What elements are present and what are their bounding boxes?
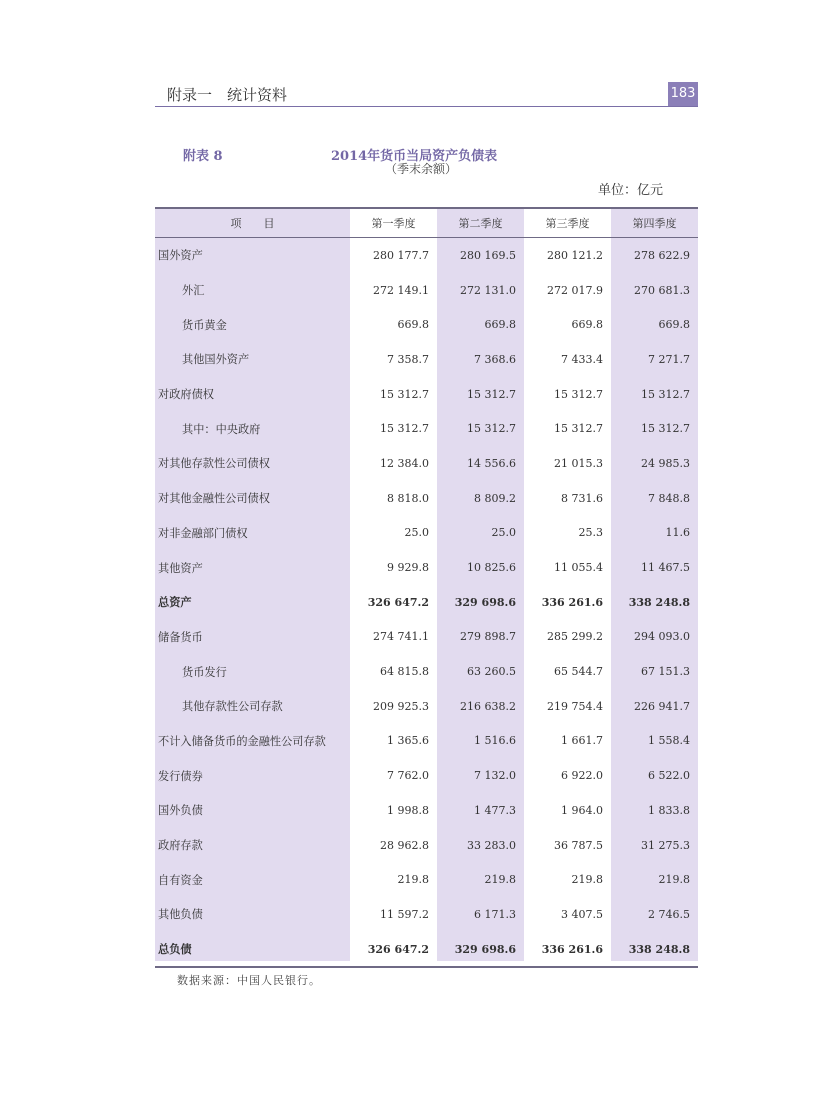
table-row [155,481,698,516]
table-header-row [155,208,698,238]
cell-q2: 216 638.2 [460,699,516,713]
row-label: 其他负债 [158,908,203,922]
cell-q4: 669.8 [658,318,690,332]
table-row [155,758,698,793]
cell-q3: 336 261.6 [541,595,603,609]
source-note: 数据来源：中国人民银行。 [177,974,321,987]
cell-q1: 25.0 [404,526,429,540]
cell-q1: 280 177.7 [373,248,429,262]
cell-q3: 280 121.2 [547,248,603,262]
row-label: 总负债 [155,932,350,968]
cell-q2: 272 131.0 [460,283,516,297]
cell-q3: 11 055.4 [554,561,603,575]
cell-q1: 326 647.2 [350,932,437,968]
table-row [155,307,698,342]
column-header-q4: 第四季度 [611,208,698,238]
cell-q2: 7 132.0 [474,769,516,783]
cell-q2: 14 556.6 [467,456,516,470]
cell-q1: 11 597.2 [380,907,429,921]
cell-q1: 326 647.2 [367,595,429,609]
row-label: 政府存款 [158,839,203,853]
row-label: 对非金融部门债权 [158,526,248,540]
column-header-q2: 第二季度 [437,208,524,238]
cell-q2: 1 516.6 [474,734,516,748]
cell-q2: 25.0 [491,526,516,540]
table-row [155,897,698,932]
cell-q1: 274 741.1 [373,630,429,644]
row-label: 国外资产 [158,249,203,263]
row-label: 发行债券 [158,769,203,783]
cell-q1: 7 762.0 [387,769,429,783]
cell-q4: 15 312.7 [641,387,690,401]
table-row [155,238,698,273]
table-row [155,654,698,689]
row-label: 国外负债 [158,804,203,818]
cell-q1: 64 815.8 [380,665,429,679]
table-row [155,932,698,968]
cell-q3: 336 261.6 [524,932,611,968]
row-label: 货币黄金 [182,318,227,332]
row-label: 其他国外资产 [182,353,250,367]
cell-q2: 279 898.7 [460,630,516,644]
table-row [155,377,698,412]
cell-q4: 11 467.5 [641,561,690,575]
cell-q3: 65 544.7 [554,665,603,679]
cell-q3: 15 312.7 [554,387,603,401]
cell-q1: 1 365.6 [387,734,429,748]
table-row [155,724,698,759]
cell-q3: 6 922.0 [561,769,603,783]
cell-q3: 669.8 [571,318,603,332]
row-label: 对其他金融性公司债权 [158,492,270,506]
cell-q2: 8 809.2 [474,491,516,505]
table-row [155,828,698,863]
cell-q3: 1 661.7 [561,734,603,748]
running-header: 附录一 统计资料 [167,86,288,104]
column-header-q3: 第三季度 [524,208,611,238]
cell-q1: 1 998.8 [387,803,429,817]
cell-q3: 15 312.7 [554,422,603,436]
cell-q2: 219.8 [484,873,516,887]
balance-sheet-table-container [155,207,698,961]
column-header-item: 项 目 [155,208,350,238]
cell-q3: 25.3 [578,526,603,540]
cell-q3: 285 299.2 [547,630,603,644]
cell-q2: 6 171.3 [474,907,516,921]
table-title: 2014年货币当局资产负债表 [331,149,498,164]
cell-q4: 31 275.3 [641,838,690,852]
row-label: 外汇 [182,284,205,298]
cell-q1: 28 962.8 [380,838,429,852]
row-label: 货币发行 [182,665,227,679]
table-row [155,793,698,828]
row-label: 储备货币 [158,630,203,644]
cell-q4: 67 151.3 [641,665,690,679]
table-row [155,550,698,585]
table-row [155,411,698,446]
cell-q4: 270 681.3 [634,283,690,297]
table-row [155,273,698,308]
cell-q4: 7 848.8 [648,491,690,505]
cell-q4: 11.6 [665,526,690,540]
cell-q2: 15 312.7 [467,387,516,401]
row-label: 总资产 [158,595,192,610]
cell-q2: 63 260.5 [467,665,516,679]
table-row [155,620,698,655]
cell-q4: 7 271.7 [648,352,690,366]
cell-q1: 15 312.7 [380,422,429,436]
cell-q1: 669.8 [397,318,429,332]
cell-q2: 669.8 [484,318,516,332]
cell-q4: 226 941.7 [634,699,690,713]
cell-q1: 219.8 [397,873,429,887]
cell-q2: 7 368.6 [474,352,516,366]
cell-q3: 21 015.3 [554,456,603,470]
cell-q4: 24 985.3 [641,456,690,470]
header-divider [155,106,698,107]
table-row [155,585,698,620]
cell-q4: 1 833.8 [648,803,690,817]
cell-q4: 278 622.9 [634,248,690,262]
table-row [155,342,698,377]
cell-q3: 219 754.4 [547,699,603,713]
cell-q4: 6 522.0 [648,769,690,783]
cell-q2: 1 477.3 [474,803,516,817]
table-row [155,862,698,897]
cell-q4: 1 558.4 [648,734,690,748]
balance-sheet-table [155,207,698,968]
table-row [155,516,698,551]
row-label: 其他存款性公司存款 [182,700,283,714]
cell-q1: 9 929.8 [387,561,429,575]
page-number: 183 [668,82,698,106]
cell-q2: 33 283.0 [467,838,516,852]
cell-q1: 15 312.7 [380,387,429,401]
row-label: 其他资产 [158,561,203,575]
row-label: 自有资金 [158,873,203,887]
cell-q4: 219.8 [658,873,690,887]
column-header-q1: 第一季度 [350,208,437,238]
row-label: 对政府债权 [158,388,214,402]
table-label: 附表 8 [183,149,223,164]
row-label: 其中：中央政府 [182,422,261,436]
cell-q2: 280 169.5 [460,248,516,262]
cell-q4: 15 312.7 [641,422,690,436]
cell-q4: 338 248.8 [611,932,698,968]
cell-q3: 36 787.5 [554,838,603,852]
unit-label: 单位：亿元 [598,183,664,198]
table-row [155,446,698,481]
cell-q3: 219.8 [571,873,603,887]
cell-q4: 294 093.0 [634,630,690,644]
cell-q3: 272 017.9 [547,283,603,297]
row-label: 对其他存款性公司债权 [158,457,270,471]
cell-q1: 209 925.3 [373,699,429,713]
cell-q2: 15 312.7 [467,422,516,436]
cell-q1: 7 358.7 [387,352,429,366]
cell-q2: 329 698.6 [454,595,516,609]
cell-q1: 12 384.0 [380,456,429,470]
cell-q4: 338 248.8 [628,595,690,609]
cell-q3: 8 731.6 [561,491,603,505]
cell-q3: 7 433.4 [561,352,603,366]
cell-q1: 8 818.0 [387,491,429,505]
row-label: 不计入储备货币的金融性公司存款 [158,734,326,748]
cell-q3: 3 407.5 [561,907,603,921]
cell-q1: 272 149.1 [373,283,429,297]
cell-q3: 1 964.0 [561,803,603,817]
cell-q4: 2 746.5 [648,907,690,921]
cell-q2: 329 698.6 [437,932,524,968]
cell-q2: 10 825.6 [467,561,516,575]
table-subtitle: （季末余额） [385,162,458,176]
table-row [155,689,698,724]
